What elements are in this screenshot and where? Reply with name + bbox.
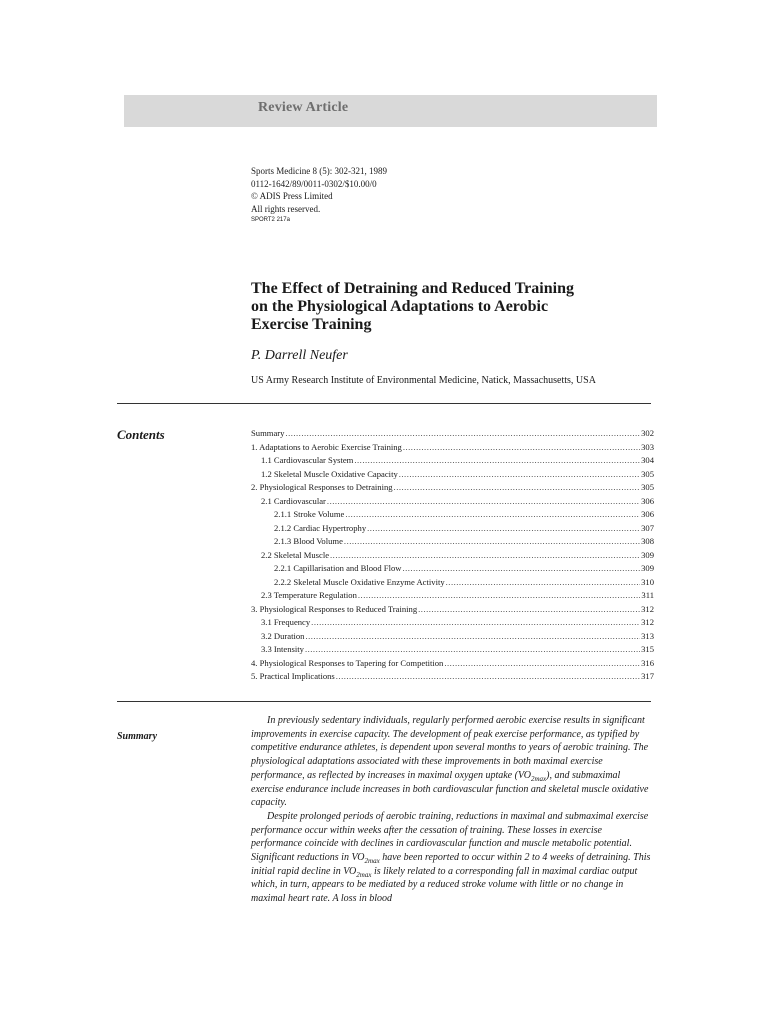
vo2-subscript: 2max xyxy=(356,870,372,879)
toc-entry-label: 3.2 Duration xyxy=(261,630,305,641)
toc-entry-label: 2.2.2 Skeletal Muscle Oxidative Enzyme Activity xyxy=(274,576,445,587)
leader-dots xyxy=(418,604,640,614)
toc-entry-page: 310 xyxy=(641,576,654,587)
toc-entry-label: 1.2 Skeletal Muscle Oxidative Capacity xyxy=(261,468,398,479)
section-divider xyxy=(117,701,651,702)
title-line: on the Physiological Adaptations to Aerobic xyxy=(251,298,549,315)
vo2-symbol: VO xyxy=(343,865,357,877)
leader-dots xyxy=(394,482,641,492)
vo2-symbol: VO xyxy=(517,769,531,781)
toc-entry-label: 2. Physiological Responses to Detraining xyxy=(251,482,393,492)
article-code: SPORT2 217a xyxy=(251,217,290,223)
toc-entry[interactable] xyxy=(251,577,654,591)
leader-dots xyxy=(367,523,640,533)
author-affiliation: US Army Research Institute of Environmental Medicine, Natick, Massachusetts, USA xyxy=(251,375,596,386)
toc-entry[interactable] xyxy=(251,442,654,456)
leader-dots xyxy=(399,469,640,479)
toc-entry-label: 3.3 Intensity xyxy=(261,644,304,654)
leader-dots xyxy=(345,509,640,519)
toc-entry-page: 302 xyxy=(641,428,654,438)
toc-entry-page: 303 xyxy=(641,441,654,452)
publication-info xyxy=(251,165,387,225)
toc-entry-label: 2.3 Temperature Regulation xyxy=(261,590,357,600)
vo2-symbol: VO xyxy=(351,852,365,864)
author-name: P. Darrell Neufer xyxy=(251,348,348,363)
leader-dots xyxy=(358,590,641,600)
toc-entry-label: 5. Practical Implications xyxy=(251,671,335,681)
toc-entry-page: 312 xyxy=(641,617,654,627)
toc-entry-page: 304 xyxy=(641,455,654,465)
leader-dots xyxy=(305,631,640,641)
summary-paragraph xyxy=(251,714,654,810)
toc-entry-page: 307 xyxy=(641,522,654,533)
summary-heading: Summary xyxy=(117,731,158,742)
toc-entry[interactable] xyxy=(251,550,654,564)
copyright-line: © ADIS Press Limited xyxy=(251,191,333,201)
summary-text-run: Despite prolonged periods of aerobic training, reductions in maximal and submaximal exercise performance occur within weeks after the cessation of training. These losses in exercise performance coincide with declines in cardiovascular function and muscle metabolic potential. Significant reductions in xyxy=(251,810,649,864)
summary-paragraph xyxy=(251,810,654,906)
leader-dots xyxy=(285,428,640,438)
toc-entry-page: 308 xyxy=(641,536,654,546)
toc-entry[interactable] xyxy=(251,496,654,510)
leader-dots xyxy=(327,496,640,506)
leader-dots xyxy=(354,455,640,465)
toc-entry-page: 316 xyxy=(641,657,654,668)
summary-text-run: is likely related to a corresponding fall in maximal cardiac output which, in turn, appears to be mediated by a reduced stroke volume with little or no change in maximal heart rate. A loss in blood xyxy=(251,865,638,905)
toc-entry-label: 2.2.1 Capillarisation and Blood Flow xyxy=(274,563,402,573)
toc-entry[interactable] xyxy=(251,590,654,604)
leader-dots xyxy=(336,671,640,681)
toc-entry-page: 311 xyxy=(641,590,654,600)
leader-dots xyxy=(403,442,640,452)
article-type-label: Review Article xyxy=(258,100,349,115)
toc-entry-page: 309 xyxy=(641,549,654,560)
toc-entry[interactable] xyxy=(251,563,654,577)
leader-dots xyxy=(330,550,640,560)
toc-entry-page: 315 xyxy=(641,644,654,654)
toc-entry-page: 306 xyxy=(641,509,654,519)
leader-dots xyxy=(344,536,640,546)
leader-dots xyxy=(311,617,640,627)
title-line: The Effect of Detraining and Reduced Training xyxy=(251,280,574,297)
toc-entry-label: 3.1 Frequency xyxy=(261,617,311,627)
toc-entry-label: 2.1.2 Cardiac Hypertrophy xyxy=(274,522,367,533)
toc-entry-label: 3. Physiological Responses to Reduced Training xyxy=(251,603,418,614)
toc-entry-label: 4. Physiological Responses to Tapering for Competition xyxy=(251,657,444,668)
toc-entry-page: 305 xyxy=(641,468,654,479)
leader-dots xyxy=(402,563,640,573)
toc-entry[interactable] xyxy=(251,523,654,537)
toc-entry-label: 1. Adaptations to Aerobic Exercise Training xyxy=(251,441,402,452)
summary-text-run: In previously sedentary individuals, regularly performed aerobic exercise results in significant improvements in exercise capacity. The development of peak exercise performance, as typified by competitive endurance athletes, is dependent upon several months to years of aerobic training. The physiological adaptations associated with these improvements in both maximal exercise performance, as reflected by increases in maximal oxygen uptake ( xyxy=(251,715,649,781)
summary-text-run: ), and submaximal exercise endurance include increases in both cardiovascular function and skeletal muscle oxidative capacity. xyxy=(251,769,649,809)
toc-entry[interactable] xyxy=(251,428,654,442)
toc-entry-label: Summary xyxy=(251,428,285,438)
toc-entry[interactable] xyxy=(251,658,654,672)
vo2-subscript: 2max xyxy=(531,774,547,783)
leader-dots xyxy=(446,577,640,587)
toc-entry-label: 2.1 Cardiovascular xyxy=(261,495,326,506)
toc-entry-page: 313 xyxy=(641,630,654,641)
leader-dots xyxy=(444,658,640,668)
journal-citation: Sports Medicine 8 (5): 302-321, 1989 xyxy=(251,166,387,176)
section-divider xyxy=(117,403,651,404)
toc-entry-label: 2.1.1 Stroke Volume xyxy=(274,509,345,519)
toc-entry-page: 317 xyxy=(641,671,654,681)
vo2-subscript: 2max xyxy=(364,857,380,866)
article-title xyxy=(251,280,671,334)
table-of-contents xyxy=(251,428,654,685)
toc-entry[interactable] xyxy=(251,604,654,618)
contents-heading: Contents xyxy=(117,427,165,442)
toc-entry[interactable] xyxy=(251,509,654,523)
toc-entry[interactable] xyxy=(251,631,654,645)
article-type-banner xyxy=(124,95,657,127)
rights-line: All rights reserved. xyxy=(251,203,321,214)
leader-dots xyxy=(305,644,640,654)
toc-entry-page: 306 xyxy=(641,495,654,506)
issn-line: 0112-1642/89/0011-0302/$10.00/0 xyxy=(251,178,377,189)
toc-entry[interactable] xyxy=(251,455,654,469)
toc-entry[interactable] xyxy=(251,536,654,550)
toc-entry-label: 1.1 Cardiovascular System xyxy=(261,455,354,465)
summary-text-run: have been reported to occur within 2 to 4 weeks of detraining. This initial rapid decline in xyxy=(251,852,651,877)
toc-entry-page: 305 xyxy=(641,482,654,492)
toc-entry-label: 2.1.3 Blood Volume xyxy=(274,536,343,546)
toc-entry-page: 309 xyxy=(641,563,654,573)
toc-entry-label: 2.2 Skeletal Muscle xyxy=(261,549,330,560)
title-line: Exercise Training xyxy=(251,316,372,333)
toc-entry[interactable] xyxy=(251,671,654,685)
toc-entry[interactable] xyxy=(251,482,654,496)
toc-entry[interactable] xyxy=(251,644,654,658)
toc-entry[interactable] xyxy=(251,617,654,631)
toc-entry[interactable] xyxy=(251,469,654,483)
summary-body xyxy=(251,714,654,906)
toc-entry-page: 312 xyxy=(641,603,654,614)
